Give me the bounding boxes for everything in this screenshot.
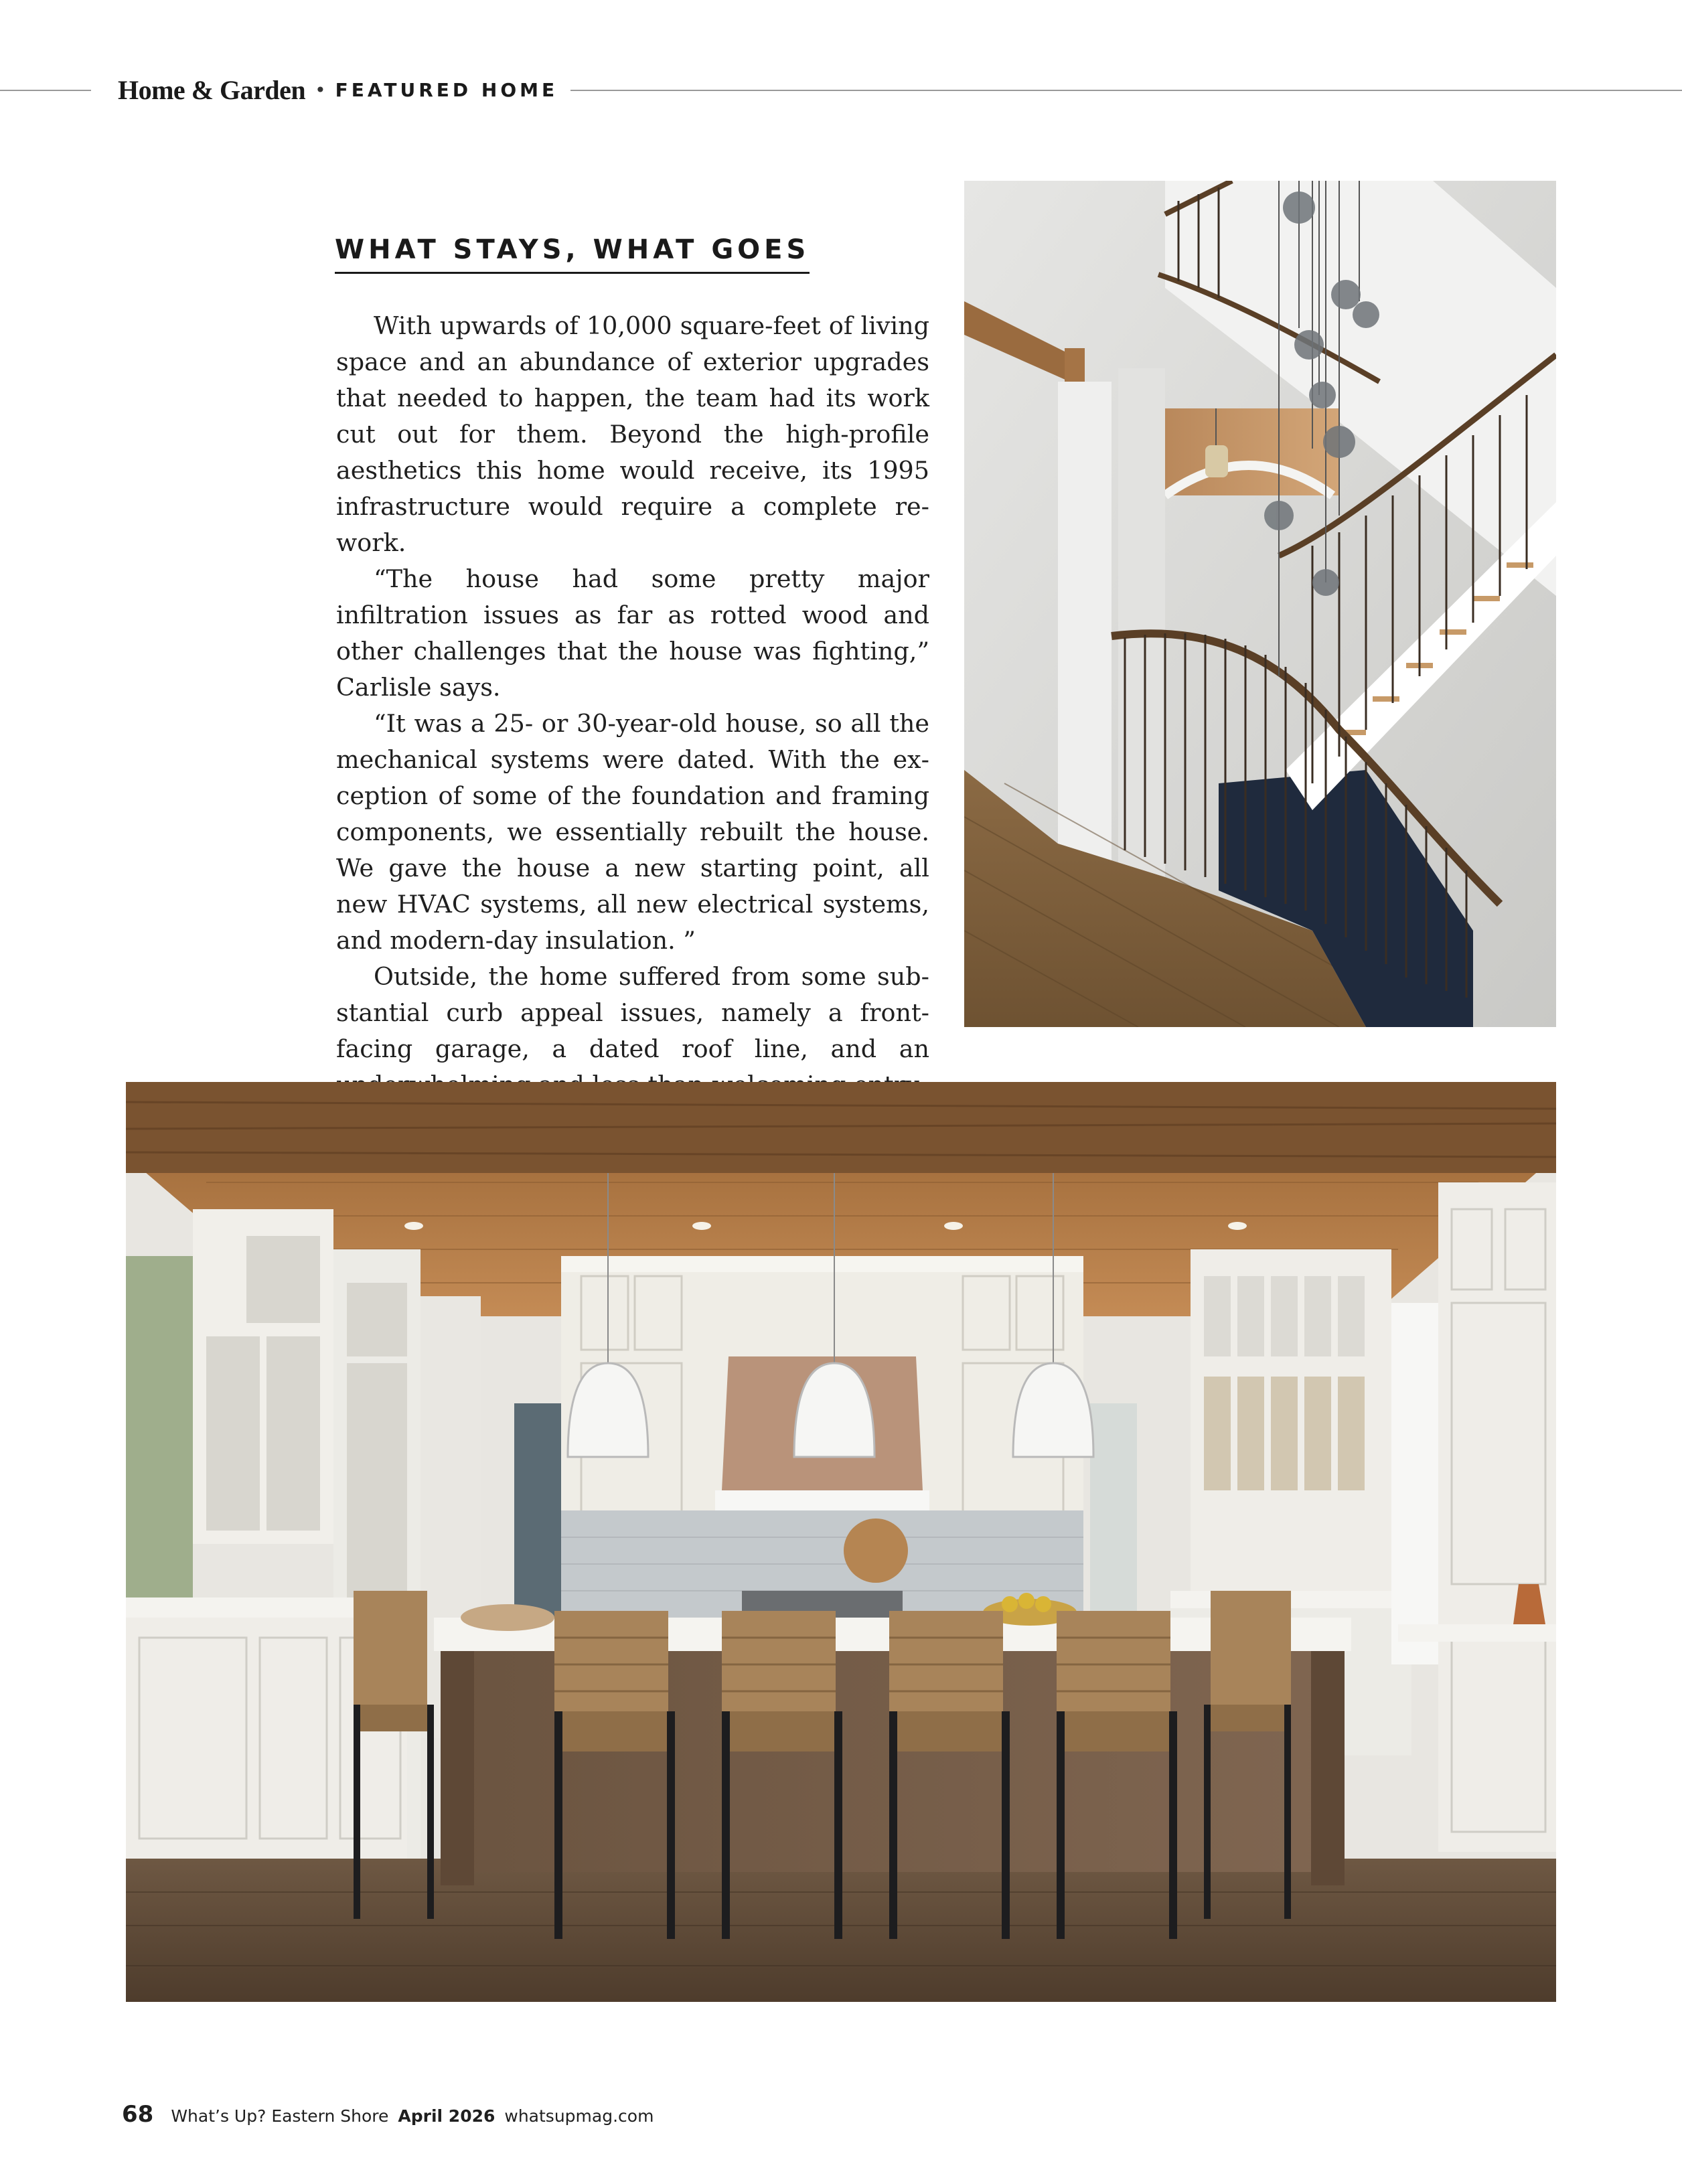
- staircase-photo: [964, 181, 1556, 1027]
- page-footer: [122, 2101, 654, 2128]
- article-body: [336, 308, 929, 1103]
- section-label: FEATURED HOME: [335, 78, 558, 101]
- paragraph: Outside, the home suffered from some substantial curb appeal issues, namely a front-facing garage, a dated roof line, and an: [336, 962, 929, 1063]
- brand-title: Home & Garden: [118, 74, 306, 105]
- paragraph: “It was a 25- or 30-year-old house, so all the mechanical systems were dated. With the exception of some of the foundation and framing components, we essentially rebuilt the house. We gave the house a new starting point, all new HVAC systems, all new electrical systems, and modern-day insulation. ”: [336, 709, 929, 955]
- article-heading: WHAT STAYS, WHAT GOES: [335, 234, 810, 274]
- kitchen-illustration: [126, 1082, 1556, 2002]
- kitchen-photo: [126, 1082, 1556, 2002]
- website: whatsupmag.com: [504, 2106, 654, 2126]
- header-separator: •: [315, 78, 326, 101]
- running-header: [118, 70, 558, 110]
- header-rule-left: [0, 90, 91, 91]
- staircase-illustration: [964, 181, 1556, 1027]
- paragraph: “The house had some pretty major infiltration issues as far as rotted wood and other challenges that the house was fighting,” Carlisle says.: [336, 564, 929, 702]
- issue-date: April 2026: [398, 2106, 495, 2126]
- magazine-name: What’s Up? Eastern Shore: [171, 2106, 389, 2126]
- paragraph: With upwards of 10,000 square-feet of living space and an abundance of exterior upgrades that needed to happen, the team had its work cut out for them. Beyond the high-profile aesthetics this home would receive, its 1995 infrastructure would require a complete re-work.: [336, 311, 929, 557]
- header-rule-right: [570, 90, 1682, 91]
- page-number: 68: [122, 2101, 154, 2128]
